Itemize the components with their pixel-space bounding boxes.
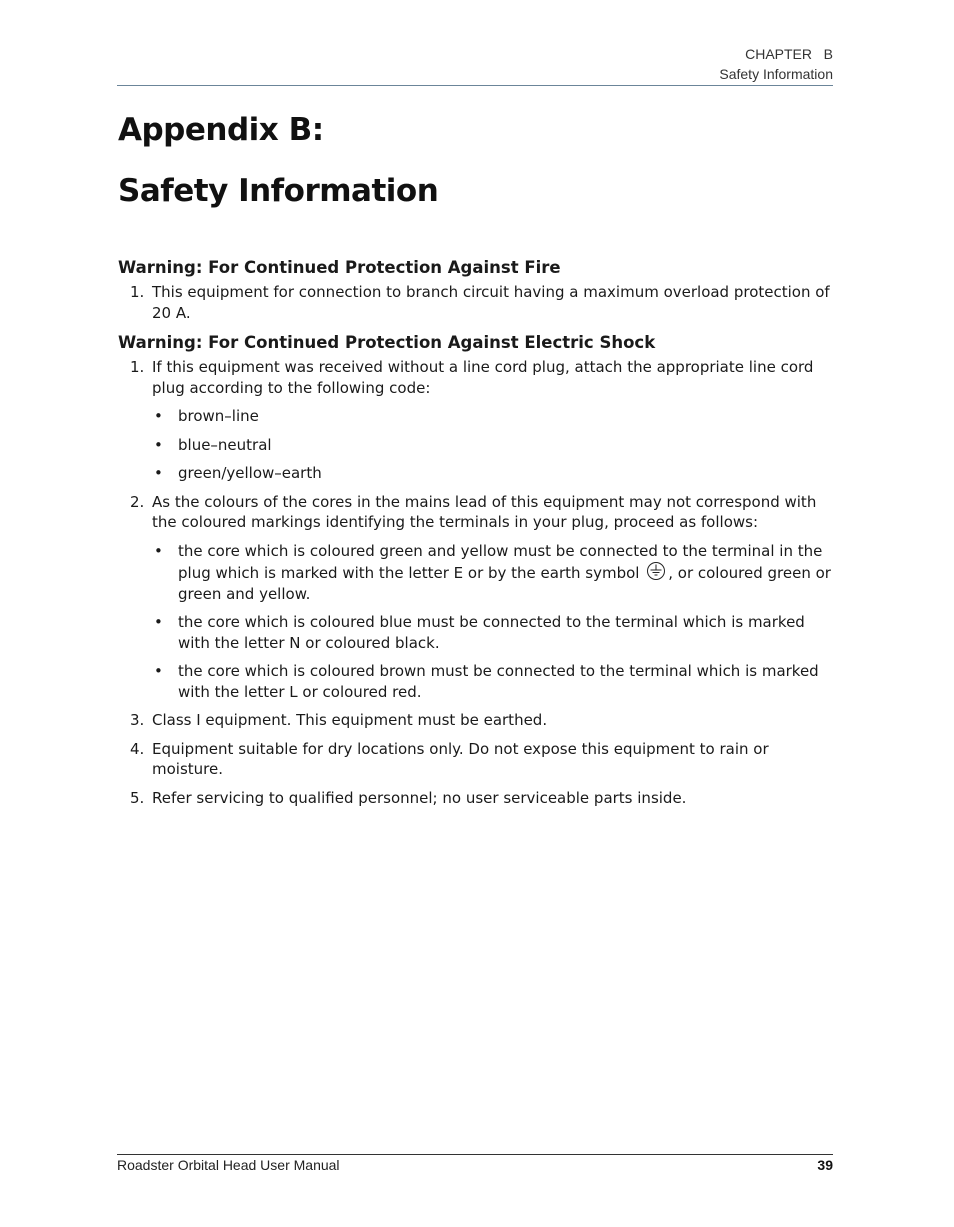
bullet-icon: • — [154, 464, 163, 482]
bullet-text: the core which is coloured brown must be connected to the terminal which is marked with the letter L or coloured red. — [178, 662, 819, 701]
list-item — [118, 282, 834, 323]
section-label: Safety Information — [719, 66, 833, 82]
step-number: 3. — [130, 711, 145, 729]
fire-steps — [118, 282, 834, 323]
bullet-icon: • — [154, 541, 163, 560]
bullet-text-pre: the core which is coloured green and yellow must be connected to the terminal in the plug which is marked with the letter E or by the earth symbol — [178, 541, 823, 582]
step-text: Refer servicing to qualified personnel; no user serviceable parts inside. — [152, 788, 687, 807]
step-number: 5. — [130, 788, 145, 807]
list-item — [118, 492, 834, 703]
list-item — [152, 612, 834, 653]
step-text: This equipment for connection to branch circuit having a maximum overload protection of 20 A. — [152, 283, 830, 322]
bullet-text: the core which is coloured blue must be connected to the terminal which is marked with the letter N or coloured black. — [178, 613, 805, 652]
core-connection-list — [152, 541, 834, 703]
bullet-text: brown–line — [178, 407, 259, 425]
wire-code-list — [152, 406, 834, 484]
step-text: Equipment suitable for dry locations only. Do not expose this equipment to rain or moisture. — [152, 739, 769, 778]
bullet-text: blue–neutral — [178, 435, 272, 454]
header-divider — [117, 85, 833, 86]
step-text: As the colours of the cores in the mains lead of this equipment may not correspond with the coloured markings identifying the terminals in your plug, proceed as follows: — [152, 492, 817, 531]
step-number: 1. — [130, 283, 145, 301]
step-text: Class I equipment. This equipment must be earthed. — [152, 711, 548, 729]
bullet-text: green/yellow–earth — [178, 464, 322, 482]
list-item — [118, 788, 834, 809]
footer-divider — [117, 1154, 833, 1155]
appendix-title: Appendix B: — [118, 112, 324, 148]
main-content — [118, 256, 834, 816]
earth-symbol-icon — [646, 561, 666, 581]
chapter-label: CHAPTER B — [745, 46, 833, 62]
step-number: 4. — [130, 739, 145, 758]
shock-steps — [118, 357, 834, 808]
manual-title: Roadster Orbital Head User Manual — [117, 1157, 340, 1173]
list-item — [118, 710, 834, 731]
bullet-icon: • — [154, 662, 163, 680]
bullet-icon: • — [154, 435, 163, 454]
list-item — [152, 541, 834, 605]
list-item — [118, 357, 834, 484]
step-text: If this equipment was received without a line cord plug, attach the appropriate line cord plug according to the following code: — [152, 358, 814, 397]
bullet-icon: • — [154, 613, 163, 631]
page-number: 39 — [817, 1157, 833, 1173]
section-title: Safety Information — [118, 173, 439, 209]
bullet-icon: • — [154, 407, 163, 425]
shock-warning-heading: Warning: For Continued Protection Against Electric Shock — [118, 333, 656, 352]
fire-warning-heading: Warning: For Continued Protection Against Fire — [118, 258, 561, 277]
step-number: 1. — [130, 358, 145, 376]
page-header — [117, 44, 833, 84]
bullet-text-post: , or coloured green or green and yellow. — [178, 564, 831, 603]
list-item — [152, 463, 834, 484]
list-item — [152, 435, 834, 456]
list-item — [152, 406, 834, 427]
list-item — [152, 661, 834, 702]
step-number: 2. — [130, 492, 145, 511]
list-item — [118, 739, 834, 780]
